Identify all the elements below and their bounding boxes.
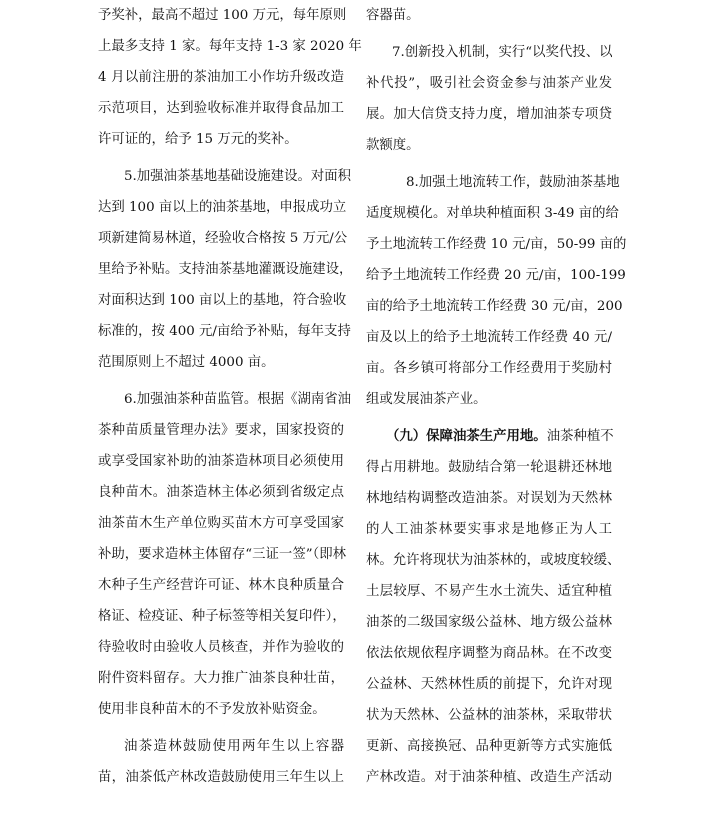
section-heading: （九）保障油茶生产用地。 [386,428,547,444]
right-column [366,0,627,793]
text-line: 公益林、天然林性质的前提下，允许对现 [366,677,612,692]
text-line: 范围原则上不超过 4000 亩。 [98,355,275,370]
text-line: 亩及以上的给予土地流转工作经费 40 元/ [366,330,612,345]
text-line: 予土地流转工作经费 10 元/亩，50-99 亩的 [366,237,627,252]
text-line: 亩的给予土地流转工作经费 30 元/亩，200 [366,299,623,314]
text-line: 适度规模化。对单块种植面积 3-49 亩的给 [366,206,619,221]
text-line: 里给予补贴。支持油茶基地灌溉设施建设， [98,262,353,277]
text-line: 木种子生产经营许可证、林木良种质量合 [98,578,344,593]
text-line: 款额度。 [366,138,420,153]
text-line: 的人工油茶林要实事求是地修正为人工 [366,522,612,537]
text-line: 予奖补，最高不超过 100 万元，每年原则 [98,8,347,23]
text-line: 达到 100 亩以上的油茶基地，申报成功立 [98,200,347,215]
text-line: 许可证的，给予 15 万元的奖补。 [98,132,298,147]
text-line: 补助，要求造林主体留存“三证一签”（即林 [98,547,347,562]
text-line: 容器苗。 [366,8,420,23]
text-line: 良种苗木。油茶造林主体必须到省级定点 [98,485,344,500]
text-line: 油茶造林鼓励使用两年生以上容器 [124,739,344,754]
text-line: 对面积达到 100 亩以上的基地，符合验收 [98,293,347,308]
text-line: 6.加强油茶种苗监管。根据《湖南省油 [124,392,352,407]
text-line: 给予土地流转工作经费 20 元/亩，100-199 [366,268,626,283]
text-line: 组或发展油茶产业。 [366,392,487,407]
text-line: 油茶的二级国家级公益林、地方级公益林 [366,615,612,630]
text-line: 苗，油茶低产林改造鼓励使用三年生以上 [98,770,344,785]
text-line: 待验收时由验收人员核查，并作为验收的 [98,640,344,655]
left-column [98,0,362,793]
text-line: 或享受国家补助的油茶造林项目必须使用 [98,454,344,469]
text-line: 4 月以前注册的茶油加工小作坊升级改造 [98,70,344,85]
text-line: （九）保障油茶生产用地。油茶种植不 [386,428,614,444]
text-line: 使用非良种苗木的不予发放补贴资金。 [98,702,326,717]
text-line: 依法依规依程序调整为商品林。在不改变 [366,646,612,661]
text-line: 5.加强油茶基地基础设施建设。对面积 [124,169,352,184]
text-line: 油茶苗木生产单位购买苗木方可享受国家 [98,516,344,531]
text-line: 林地结构调整改造油茶。对误划为天然林 [366,491,612,506]
text-line: 8.加强土地流转工作，鼓励油茶基地 [406,175,620,190]
text-line: 茶种苗质量管理办法》要求，国家投资的 [98,423,344,438]
text-line: 项新建简易林道，经验收合格按 5 万元/公 [98,231,348,246]
text-line: 亩。各乡镇可将部分工作经费用于奖励村 [366,361,612,376]
text-line: 产林改造。对于油茶种植、改造生产活动 [366,770,612,785]
text-line: 土层较厚、不易产生水土流失、适宜种植 [366,584,612,599]
text-line: 林。允许将现状为油茶林的，或坡度较缓、 [366,553,621,568]
text-line: 更新、高接换冠、品种更新等方式实施低 [366,739,612,754]
text-line: 上最多支持 1 家。每年支持 1-3 家 2020 年 [98,39,362,54]
text-line: 状为天然林、公益林的油茶林，采取带状 [366,708,612,723]
text-line: 标准的，按 400 元/亩给予补贴，每年支持 [98,324,351,339]
text-line: 格证、检疫证、种子标签等相关复印件）， [98,609,346,624]
text-line: 补代投”，吸引社会资金参与油茶产业发 [366,76,612,91]
text-line: 得占用耕地。鼓励结合第一轮退耕还林地 [366,460,612,475]
text-line: 示范项目，达到验收标准并取得食品加工 [98,101,344,116]
text-line: 展。加大信贷支持力度，增加油茶专项贷 [366,107,612,122]
text-line: 附件资料留存。大力推广油茶良种壮苗， [98,671,344,686]
text-line: 7.创新投入机制，实行“以奖代投、以 [392,45,613,60]
